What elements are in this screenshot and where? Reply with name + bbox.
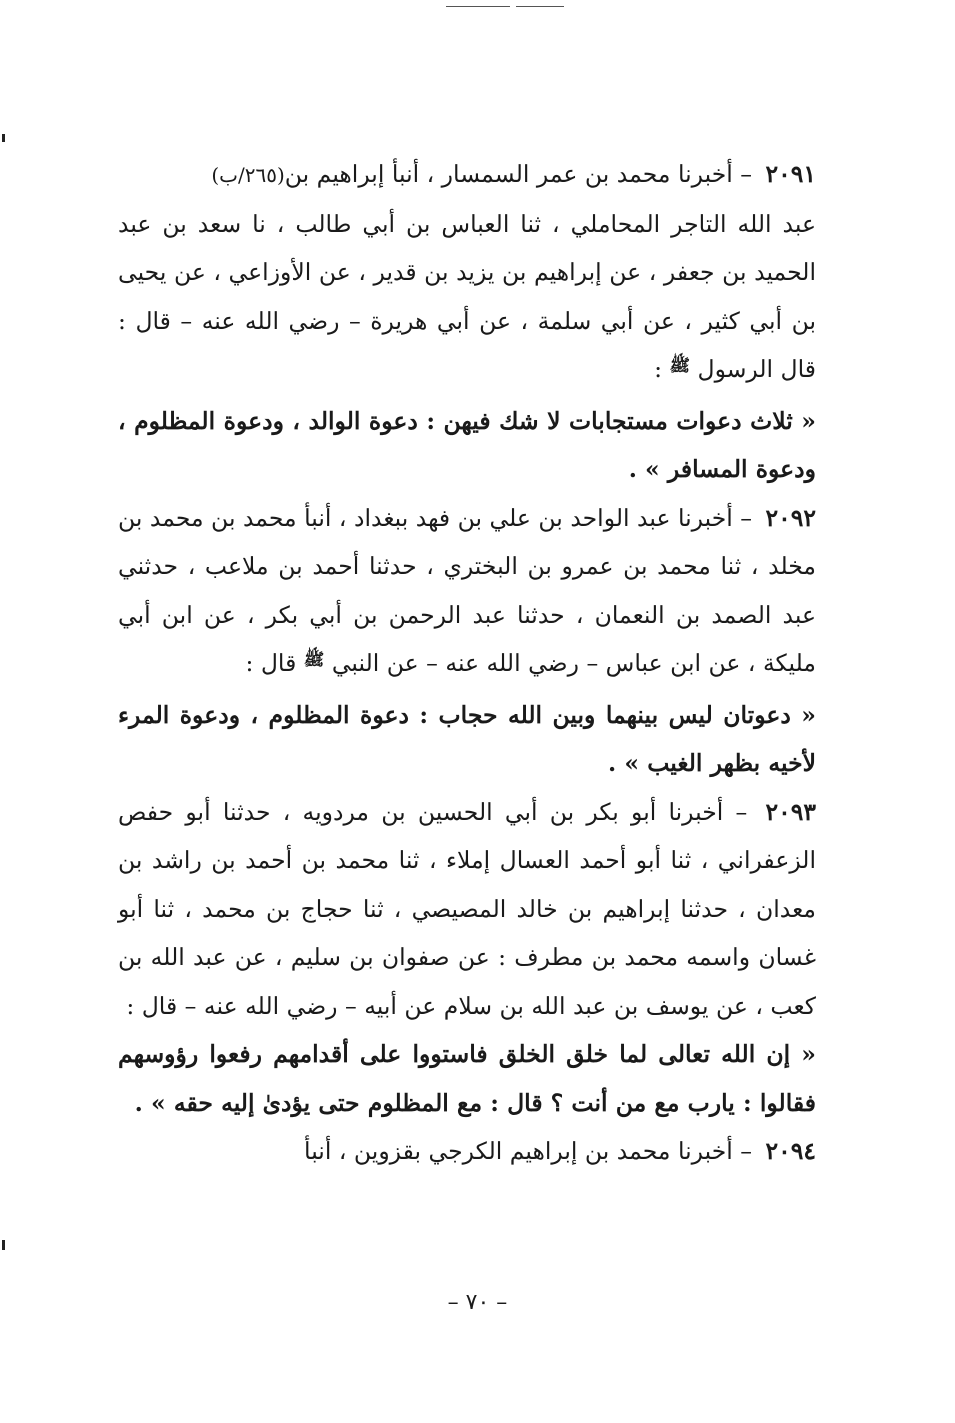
dash: – <box>735 797 748 826</box>
margin-mark-top <box>2 134 5 142</box>
hadith-2094-narration <box>118 1127 816 1176</box>
narration-text: أخبرنا محمد بن عمر السمسار ، أنبأ إبراهيم بن <box>284 160 733 188</box>
hadith-number: ٢٠٩١ <box>765 160 816 188</box>
manuscript-folio-ref: (٢٦٥/ب) <box>211 163 285 187</box>
hadith-2093-narration <box>118 788 816 1031</box>
hadith-number: ٢٠٩٤ <box>765 1137 816 1165</box>
hadith-2091-narration <box>38 150 816 200</box>
hadith-2091-narration-cont <box>118 200 816 397</box>
narration-text: أخبرنا محمد بن إبراهيم الكرجي بقزوين ، أنبأ <box>304 1137 733 1165</box>
narration-end: قال : <box>245 649 297 677</box>
page-number: – ٧٠ – <box>447 1290 508 1315</box>
hadith-2091-matn: « ثلاث دعوات مستجابات لا شك فيهن : دعوة الوالد ، ودعوة المظلوم ، ودعوة المسافر » . <box>118 406 816 483</box>
narration-text: أخبرنا عبد الواحد بن علي بن فهد ببغداد ، أنبأ محمد بن محمد بن مخلد ، ثنا محمد بن عمرو بن البختري ، حدثنا أحمد بن ملاعب ، حدثني عبد الصمد بن النعمان ، حدثنا عبد الرحمن بن أبي بكر ، عن ابن أبي مليكة ، عن ابن عباس – رضي الله عنه – عن النبي <box>118 503 816 677</box>
hadith-2092-narration <box>118 494 816 691</box>
hadith-2093-matn: « إن الله تعالى لما خلق الخلق فاستووا على أقدامهم رفعوا رؤوسهم فقالوا : يارب مع من أنت ؟ قال : مع المظلوم حتى يؤدىٰ إليه حقه » . <box>118 1040 816 1117</box>
narration-text: عبد الله التاجر المحاملي ، ثنا العباس بن أبي طالب ، نا سعد بن عبد الحميد بن جعفر ، عن إبراهيم بن يزيد بن قدير ، عن الأوزاعي ، عن يحيى بن أبي كثير ، عن أبي سلمة ، عن أبي هريرة – رضي الله عنه – قال : قال الرسول <box>118 209 816 383</box>
hadith-number: ٢٠٩٢ <box>765 503 816 532</box>
dash: – <box>740 503 752 532</box>
top-rule-right <box>516 6 564 7</box>
narration-end: : <box>654 355 662 383</box>
hadith-number: ٢٠٩٣ <box>765 797 816 826</box>
salawat-symbol: ﷺ <box>303 650 325 670</box>
salawat-symbol: ﷺ <box>669 356 691 376</box>
hadith-2092-matn: « دعوتان ليس بينهما وبين الله حجاب : دعوة المظلوم ، ودعوة المرء لأخيه بظهر الغيب » . <box>118 700 816 777</box>
top-rule-left <box>446 6 510 7</box>
dash: – <box>740 160 753 188</box>
page-body <box>118 150 816 1176</box>
dash: – <box>740 1137 753 1165</box>
narration-text: أخبرنا أبو بكر بن أبي الحسين بن مردويه ، حدثنا أبو حفص الزعفراني ، ثنا أبو أحمد العسال إملاء ، ثنا محمد بن أحمد بن راشد بن معدان ، حدثنا إبراهيم بن خالد المصيصي ، ثنا حجاج بن محمد ، ثنا أبو غسان واسمه محمد بن مطرف : عن صفوان بن سليم ، عن عبد الله بن كعب ، عن يوسف بن عبد الله بن سلام عن أبيه – رضي الله عنه – قال : <box>118 797 816 1020</box>
margin-mark-bottom <box>2 1240 5 1250</box>
